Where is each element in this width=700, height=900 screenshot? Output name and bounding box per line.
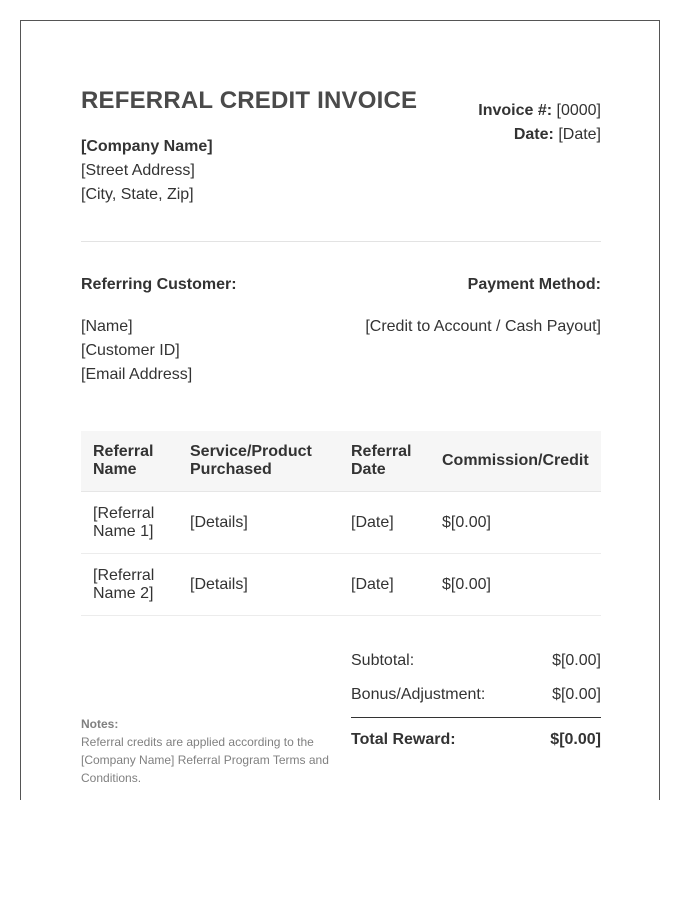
company-name: [Company Name] [81, 138, 213, 155]
table-row [81, 492, 601, 554]
referral-name-cell: [Referral Name 1] [81, 492, 178, 554]
totals-block [351, 649, 601, 762]
commission-cell: $[0.00] [430, 554, 601, 616]
payment-method-label: Payment Method: [467, 276, 601, 293]
column-header-commission: Commission/Credit [430, 431, 601, 492]
payment-method-value: [Credit to Account / Cash Payout] [365, 318, 601, 335]
header-divider [81, 241, 601, 242]
invoice-date-row [478, 123, 601, 147]
referral-table [81, 431, 601, 616]
payment-method-section [365, 275, 601, 339]
invoice-date-label: Date: [513, 126, 554, 143]
column-header-referral-name: Referral Name [81, 431, 178, 492]
totals-divider [351, 717, 601, 718]
total-reward-row [351, 728, 601, 762]
column-header-referral-date: Referral Date [339, 431, 430, 492]
invoice-page [20, 20, 660, 800]
table-header-row [81, 431, 601, 492]
company-city: [City, State, Zip] [81, 186, 194, 203]
customer-name: [Name] [81, 318, 133, 335]
subtotal-row [351, 649, 601, 683]
referring-customer-label: Referring Customer: [81, 276, 237, 293]
invoice-meta [478, 99, 601, 147]
commission-cell: $[0.00] [430, 492, 601, 554]
invoice-title: REFERRAL CREDIT INVOICE [81, 87, 418, 114]
referral-name-cell: [Referral Name 2] [81, 554, 178, 616]
referral-date-cell: [Date] [339, 492, 430, 554]
company-block [81, 135, 213, 207]
invoice-number-value: [0000] [556, 102, 601, 119]
referring-customer-section [81, 275, 237, 387]
service-cell: [Details] [178, 492, 339, 554]
bonus-row [351, 683, 601, 717]
table-row [81, 554, 601, 616]
referring-customer-details [81, 315, 237, 387]
invoice-date-value: [Date] [558, 126, 601, 143]
subtotal-label: Subtotal: [351, 652, 415, 669]
service-cell: [Details] [178, 554, 339, 616]
bonus-value: $[0.00] [552, 686, 601, 703]
notes-label: Notes: [81, 717, 119, 731]
invoice-number-label: Invoice #: [478, 102, 553, 119]
total-reward-label: Total Reward: [351, 731, 456, 748]
customer-id: [Customer ID] [81, 342, 180, 359]
column-header-service: Service/Product Purchased [178, 431, 339, 492]
payment-method-details [365, 315, 601, 339]
notes-text: Referral credits are applied according to the [Company Name] Referral Program Terms and Conditions. [81, 735, 329, 785]
company-street: [Street Address] [81, 162, 195, 179]
invoice-number-row [478, 99, 601, 123]
subtotal-value: $[0.00] [552, 652, 601, 669]
customer-email: [Email Address] [81, 366, 193, 383]
bonus-label: Bonus/Adjustment: [351, 686, 486, 703]
total-reward-value: $[0.00] [550, 731, 601, 748]
notes-block [81, 715, 341, 787]
referral-date-cell: [Date] [339, 554, 430, 616]
